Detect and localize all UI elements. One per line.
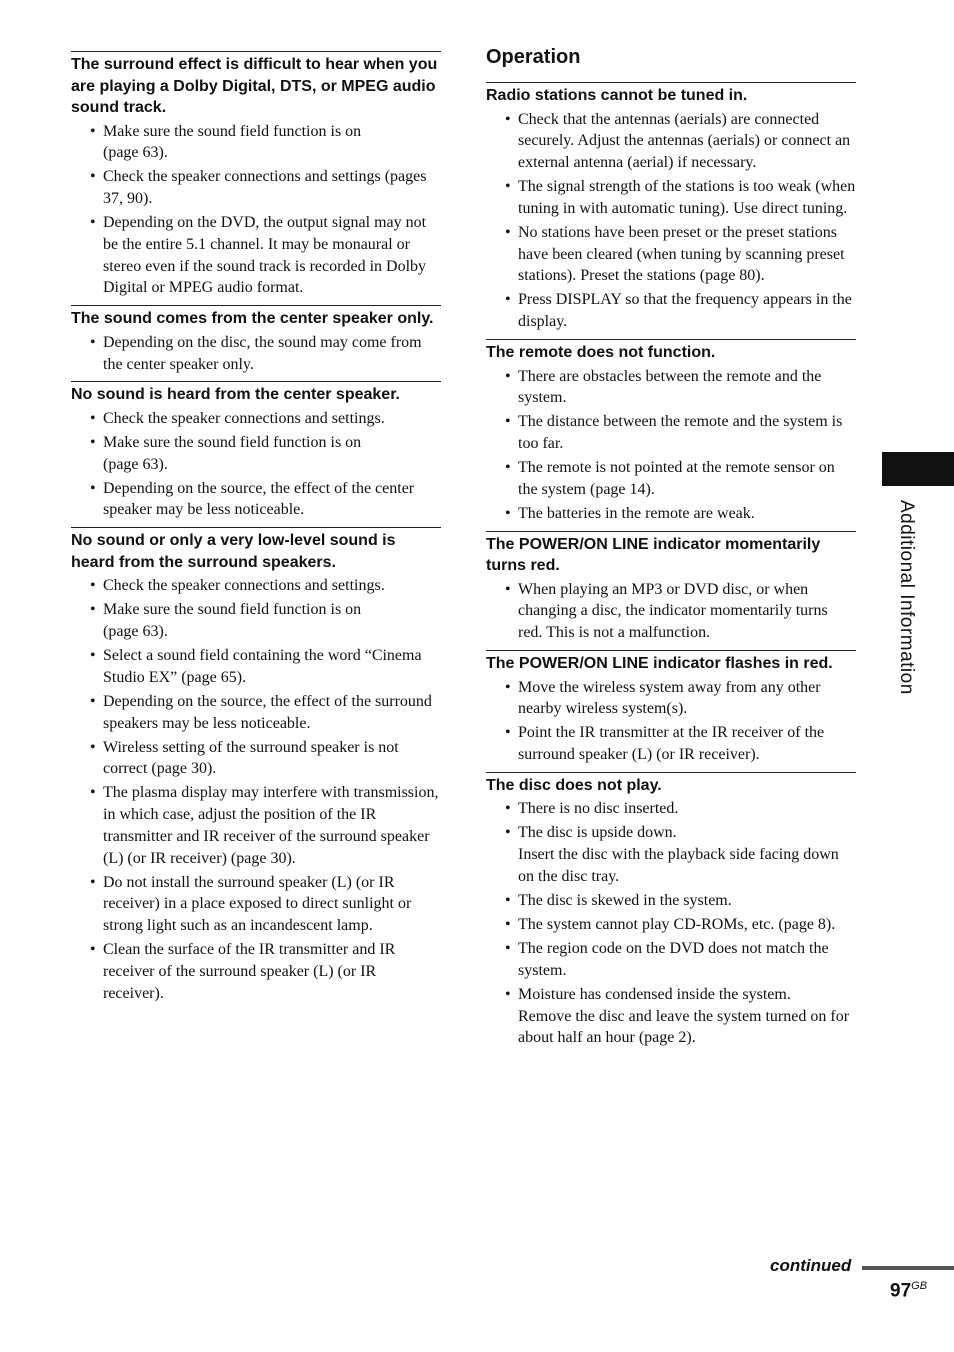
continued-rule — [862, 1266, 954, 1270]
list-item-text: • The batteries in the remote are weak. — [518, 504, 755, 522]
list-item-text: (page 63). — [103, 622, 168, 640]
troubleshooting-section — [71, 305, 441, 375]
list-item-text: • When playing an MP3 or DVD disc, or when changing a disc, the indicator momentarily turns red. This is not a malfunction. — [518, 580, 828, 642]
operation-heading: Operation — [486, 46, 581, 68]
page-number-suffix: GB — [911, 1280, 928, 1292]
list-item-text: Remove the disc and leave the system turned on for about half an hour (page 2). — [518, 1007, 850, 1047]
section-tab-marker — [882, 452, 954, 486]
list-item — [486, 722, 856, 766]
section-title: The sound comes from the center speaker only. — [71, 310, 434, 328]
troubleshooting-section — [71, 527, 441, 1004]
section-title: The POWER/ON LINE indicator momentarily turns red. — [486, 535, 821, 575]
list-item — [71, 645, 441, 689]
section-title: No sound or only a very low-level sound is heard from the surround speakers. — [71, 532, 396, 571]
list-item — [486, 457, 856, 501]
list-item — [486, 984, 856, 1049]
list-item — [71, 939, 441, 1004]
list-item-text: • No stations have been preset or the preset stations have been cleared (when tuning by scanning preset stations). Preset the stations (page 80). — [518, 223, 845, 285]
list-item-text: • Check the speaker connections and settings (pages 37, 90). — [103, 168, 427, 208]
section-title: No sound is heard from the center speaker. — [71, 386, 400, 404]
bullet-list — [486, 798, 856, 1049]
right-sections — [486, 82, 856, 1049]
list-item — [71, 872, 441, 937]
list-item — [486, 289, 856, 333]
list-item — [71, 575, 441, 597]
list-item-text: • The system cannot play CD-ROMs, etc. (page 8). — [518, 915, 836, 933]
list-item-text: • Clean the surface of the IR transmitter and IR receiver of the surround speaker (L) (or IR receiver). — [103, 941, 396, 1002]
continued-text: continued — [770, 1256, 852, 1275]
list-item-text: • Depending on the source, the effect of the surround speakers may be less noticeable. — [103, 692, 432, 732]
troubleshooting-section — [486, 82, 856, 333]
left-column — [71, 51, 441, 1011]
bullet-list — [486, 579, 856, 644]
bullet-list — [71, 121, 441, 300]
list-item-text: • There are obstacles between the remote and the system. — [518, 367, 822, 407]
list-item-text: • The region code on the DVD does not match the system. — [518, 939, 829, 979]
list-item-text: • The disc is upside down. — [518, 824, 677, 842]
list-item-text: Insert the disc with the playback side facing down on the disc tray. — [518, 846, 839, 886]
list-item-text: • Depending on the source, the effect of the center speaker may be less noticeable. — [103, 479, 415, 519]
list-item-text: • Move the wireless system away from any other nearby wireless system(s). — [518, 678, 821, 718]
bullet-list — [71, 575, 441, 1004]
list-item — [486, 366, 856, 410]
troubleshooting-section — [71, 381, 441, 521]
list-item — [71, 121, 441, 165]
list-item-text: • Check that the antennas (aerials) are connected securely. Adjust the antennas (aerials) or connect an external antenna (aerial) if necessary. — [518, 110, 851, 172]
list-item — [486, 822, 856, 887]
list-item-text: • Depending on the disc, the sound may come from the center speaker only. — [103, 333, 422, 373]
section-title: Radio stations cannot be tuned in. — [486, 87, 748, 104]
list-item-text: • Make sure the sound field function is on — [103, 601, 362, 619]
list-item — [486, 579, 856, 644]
list-item — [71, 166, 441, 210]
page-number — [890, 1280, 927, 1302]
list-item — [71, 691, 441, 735]
section-title: The surround effect is difficult to hear when you are playing a Dolby Digital, DTS, or MPEG audio sound track. — [71, 56, 438, 116]
list-item — [486, 938, 856, 982]
troubleshooting-section — [486, 531, 856, 644]
list-item — [486, 677, 856, 721]
list-item-text: (page 63). — [103, 144, 168, 162]
list-item — [71, 408, 441, 430]
list-item-text: • Point the IR transmitter at the IR receiver of the surround speaker (L) (or IR receiver). — [518, 724, 825, 764]
list-item-text: • Make sure the sound field function is on — [103, 122, 362, 140]
section-title: The POWER/ON LINE indicator flashes in red. — [486, 655, 833, 673]
page-number-value: 97 — [890, 1280, 912, 1302]
list-item-text: • The disc is skewed in the system. — [518, 892, 732, 909]
list-item-text: • Do not install the surround speaker (L) (or IR receiver) in a place exposed to direct sunlight or strong light such as an incandescent lamp. — [103, 873, 412, 935]
list-item-text: • Press DISPLAY so that the frequency appears in the display. — [518, 291, 852, 331]
continued-indicator — [760, 1256, 954, 1278]
list-item-text: • There is no disc inserted. — [518, 800, 679, 818]
list-item — [486, 176, 856, 220]
list-item-text: (page 63). — [103, 455, 168, 473]
list-item — [486, 109, 856, 174]
list-item-text: • Make sure the sound field function is on — [103, 433, 362, 451]
bullet-list — [486, 366, 856, 525]
right-column — [486, 45, 856, 1055]
bullet-list — [486, 109, 856, 334]
list-item-text: • The remote is not pointed at the remote sensor on the system (page 14). — [518, 459, 835, 498]
troubleshooting-section — [486, 339, 856, 525]
list-item — [71, 332, 441, 376]
bullet-list — [71, 332, 441, 376]
list-item-text: • Check the speaker connections and settings. — [103, 409, 385, 427]
list-item — [486, 503, 856, 525]
list-item — [71, 737, 441, 781]
list-item-text: • The distance between the remote and the system is too far. — [518, 413, 843, 453]
section-tab-label: Additional Information — [896, 500, 917, 695]
troubleshooting-section — [71, 51, 441, 299]
section-title: The remote does not function. — [486, 344, 716, 362]
list-item — [486, 222, 856, 287]
list-item-text: • Check the speaker connections and settings. — [103, 577, 385, 595]
list-item — [71, 782, 441, 869]
bullet-list — [486, 677, 856, 766]
list-item — [486, 411, 856, 455]
list-item-text: • The plasma display may interfere with transmission, in which case, adjust the position of the IR transmitter and IR receiver of the surround speaker (L) (or IR receiver) (page 30). — [103, 784, 439, 867]
list-item-text: • Depending on the DVD, the output signal may not be the entire 5.1 channel. It may be monaural or stereo even if the sound track is recorded in Dolby Digital or MPEG audio format. — [103, 214, 427, 297]
list-item — [486, 890, 856, 912]
list-item — [71, 212, 441, 299]
list-item — [71, 432, 441, 476]
list-item-text: • Select a sound field containing the word “Cinema Studio EX” (page 65). — [103, 646, 422, 686]
list-item — [71, 478, 441, 522]
list-item — [486, 914, 856, 936]
list-item — [71, 599, 441, 643]
troubleshooting-section — [486, 772, 856, 1049]
troubleshooting-section — [486, 650, 856, 766]
list-item-text: • Moisture has condensed inside the system. — [518, 985, 791, 1003]
bullet-list — [71, 408, 441, 521]
list-item-text: • The signal strength of the stations is too weak (when tuning in with automatic tuning). Use direct tuning. — [518, 178, 856, 217]
section-title: The disc does not play. — [486, 776, 662, 794]
list-item-text: • Wireless setting of the surround speaker is not correct (page 30). — [103, 738, 399, 778]
list-item — [486, 798, 856, 820]
